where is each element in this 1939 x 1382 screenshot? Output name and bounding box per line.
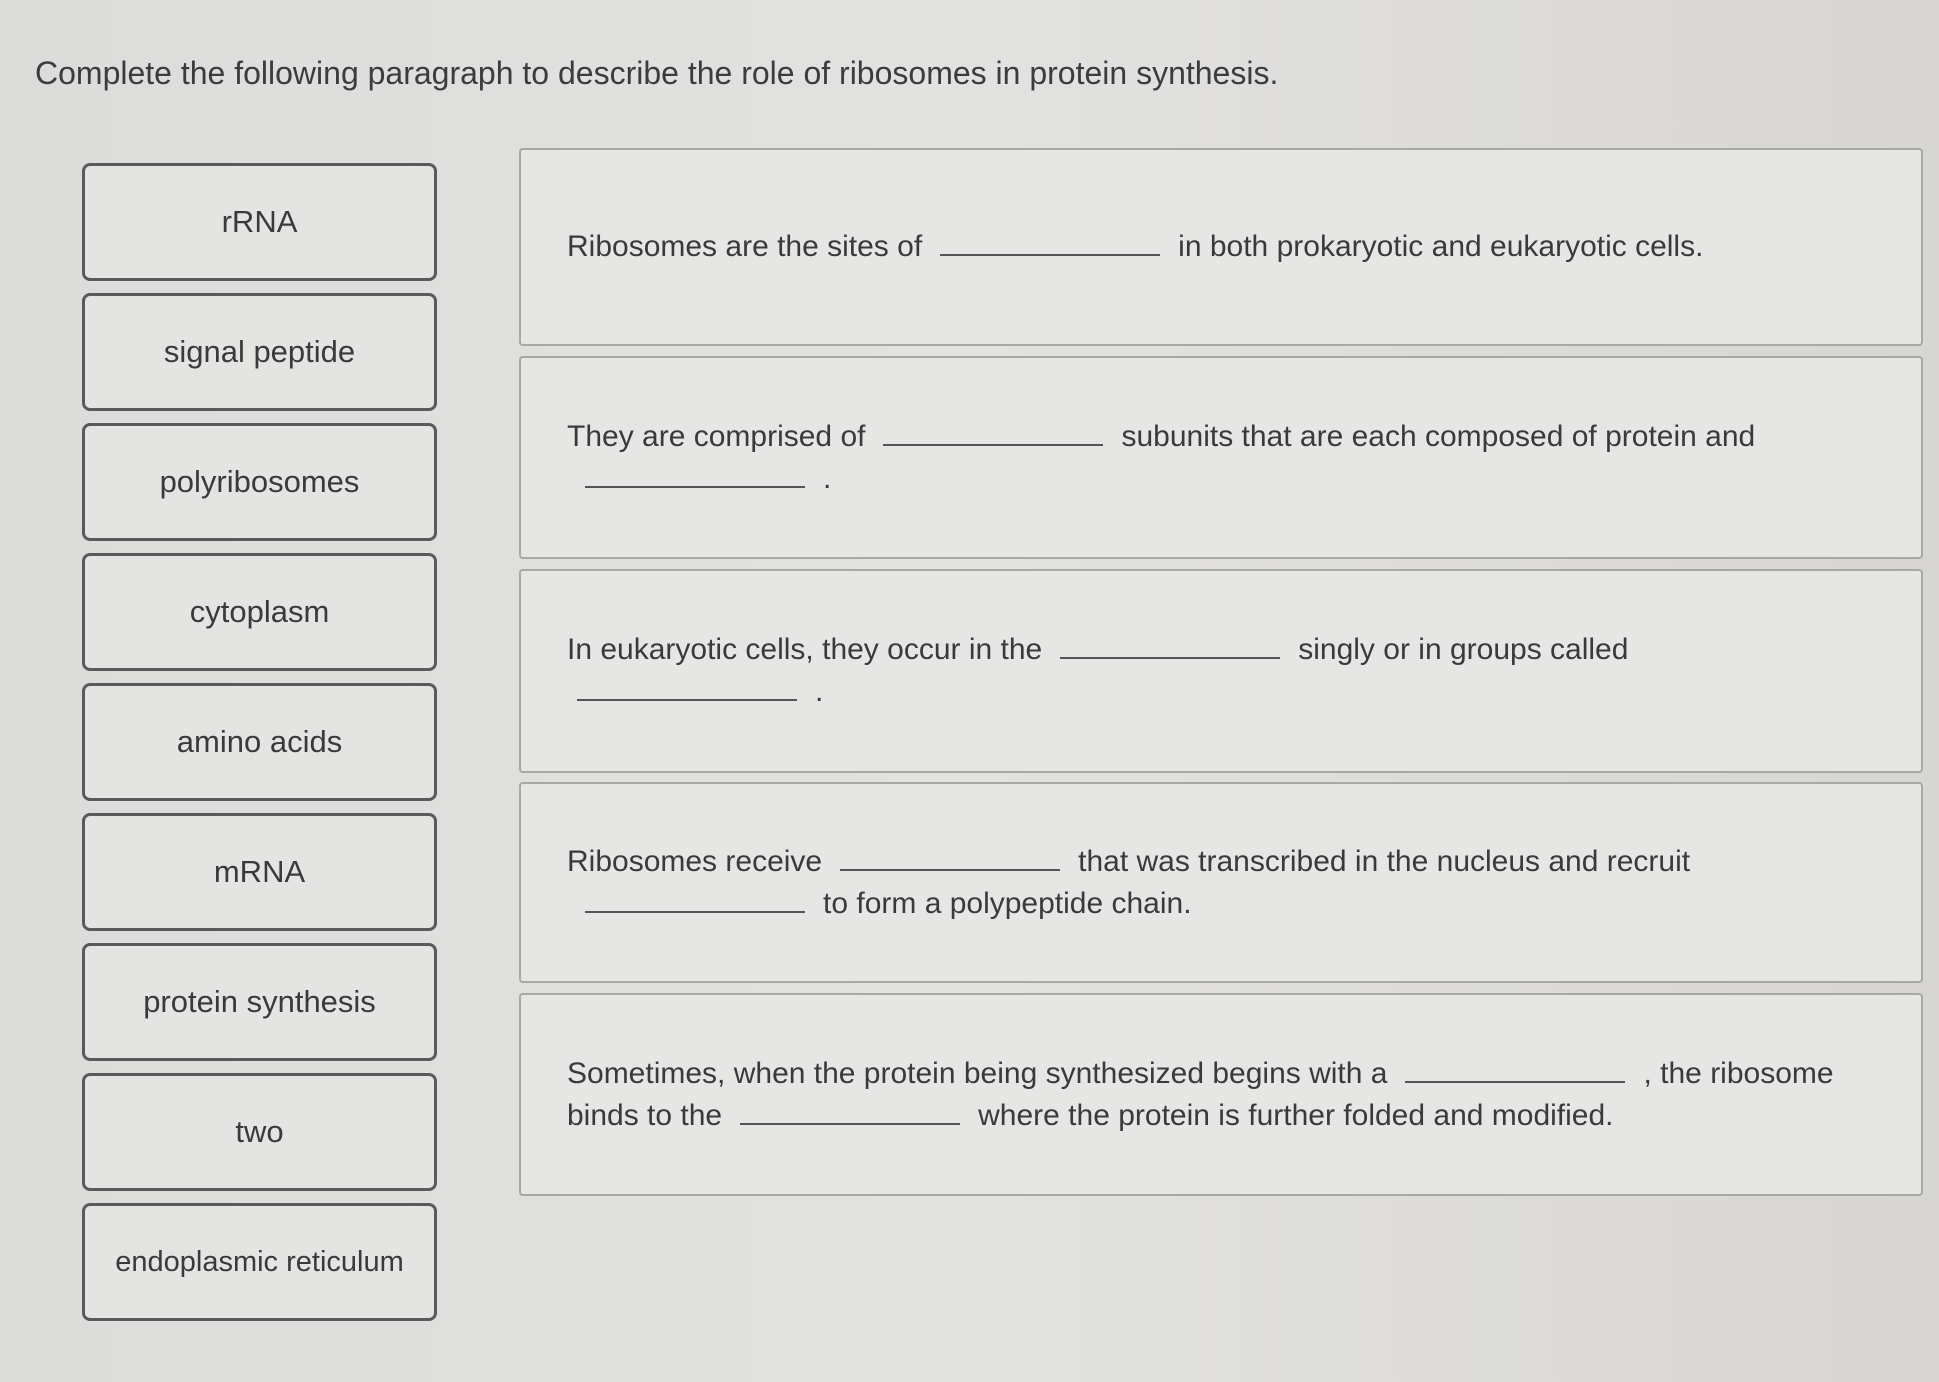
sentence-text: that was transcribed in the nucleus and recruit xyxy=(1078,844,1691,878)
answer-chip-endoplasmic-reticulum[interactable]: endoplasmic reticulum xyxy=(82,1203,437,1321)
sentence-text: Ribosomes receive xyxy=(567,844,823,878)
answer-chip-cytoplasm[interactable]: cytoplasm xyxy=(82,553,437,671)
paragraph-box-2 xyxy=(519,356,1923,559)
answer-chip-rrna[interactable]: rRNA xyxy=(82,163,437,281)
sentence-text: to form a polypeptide chain. xyxy=(823,886,1192,920)
sentence-text: In eukaryotic cells, they occur in the xyxy=(567,633,1043,666)
answer-chip-mrna[interactable]: mRNA xyxy=(82,813,437,931)
answer-chip-amino-acids[interactable]: amino acids xyxy=(82,683,437,801)
sentence-text: where the protein is further folded and modified. xyxy=(978,1098,1614,1132)
sentence-text: Sometimes, when the protein being synthesized begins with a xyxy=(567,1056,1388,1090)
sentence-text: They are comprised of xyxy=(567,419,866,453)
drop-blank[interactable] xyxy=(577,673,797,701)
drop-blank[interactable] xyxy=(840,843,1060,871)
paragraph-box-1 xyxy=(519,148,1923,346)
sentence-text: . xyxy=(815,675,824,708)
answer-chip-polyribosomes[interactable]: polyribosomes xyxy=(82,423,437,541)
sentence-text: singly or in groups called xyxy=(1298,633,1629,666)
drop-blank[interactable] xyxy=(585,460,805,488)
sentence-text: , the ribosome binds to the xyxy=(567,1056,1834,1132)
sentence-text: subunits that are each composed of protein and xyxy=(1121,419,1756,453)
paragraph-box-3 xyxy=(519,569,1923,773)
paragraph-box-5 xyxy=(519,993,1923,1196)
drop-blank[interactable] xyxy=(1405,1055,1625,1083)
answer-chip-two[interactable]: two xyxy=(82,1073,437,1191)
answer-chip-protein-synthesis[interactable]: protein synthesis xyxy=(82,943,437,1061)
drop-blank[interactable] xyxy=(940,228,1160,256)
sentence-text: in both prokaryotic and eukaryotic cells. xyxy=(1178,230,1704,263)
drop-blank[interactable] xyxy=(585,885,805,913)
drop-blank[interactable] xyxy=(740,1097,960,1125)
sentence-text: Ribosomes are the sites of xyxy=(567,230,923,263)
instructions-title: Complete the following paragraph to describe the role of ribosomes in protein synthesis. xyxy=(35,55,1279,91)
sentence-text: . xyxy=(823,461,832,495)
paragraph-box-4 xyxy=(519,782,1923,983)
answer-chip-signal-peptide[interactable]: signal peptide xyxy=(82,293,437,411)
drop-blank[interactable] xyxy=(1060,631,1280,659)
drop-blank[interactable] xyxy=(883,418,1103,446)
